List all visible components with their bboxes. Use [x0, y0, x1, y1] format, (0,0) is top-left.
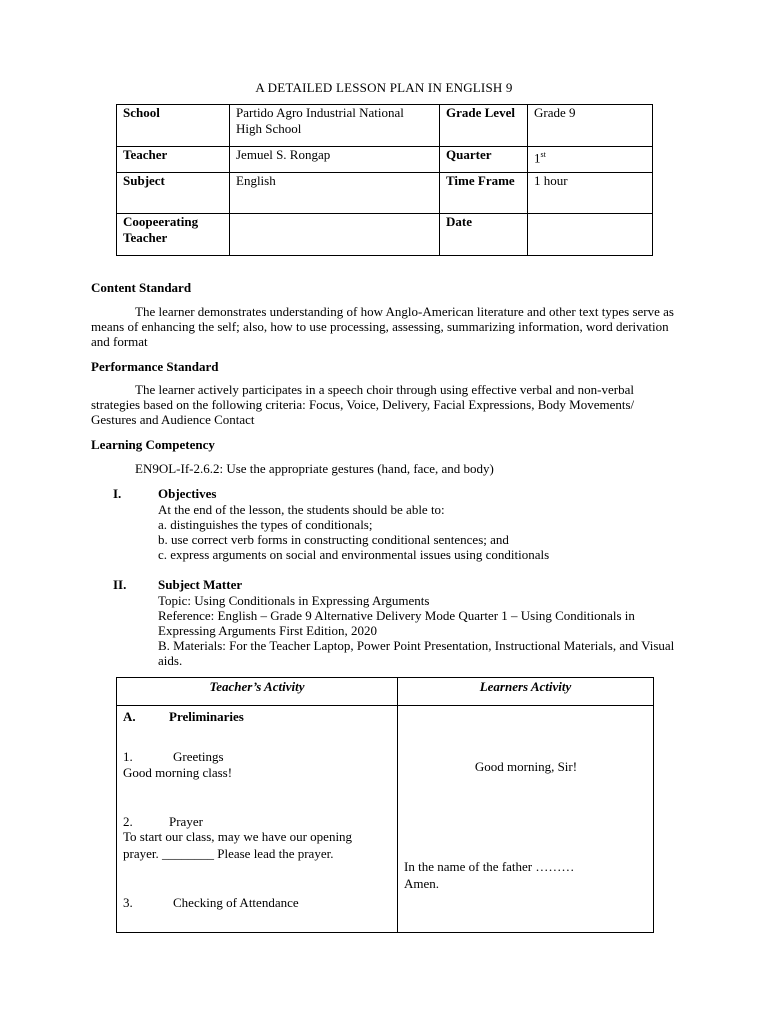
learner-prayer-line-1: In the name of the father ………	[404, 859, 575, 874]
preliminaries-title: Preliminaries	[169, 709, 244, 724]
subject-label: Subject	[117, 173, 230, 214]
learner-prayer-line-2: Amen.	[404, 876, 440, 891]
greetings-title: Greetings	[173, 749, 224, 764]
lesson-info-table	[116, 104, 653, 256]
objective-item: a. distinguishes the types of conditionals;	[158, 517, 373, 532]
attendance-title: Checking of Attendance	[173, 895, 299, 910]
attendance-number: 3.	[123, 895, 133, 910]
subject-value: English	[230, 173, 440, 214]
subject-matter-reference: Reference: English – Grade 9 Alternative Delivery Mode Quarter 1 – Using Conditionals in Expressing Arguments First Edition, 2020	[158, 608, 635, 638]
objectives-list	[158, 502, 678, 562]
content-standard-heading: Content Standard	[91, 280, 192, 295]
school-value: Partido Agro Industrial National High School	[230, 105, 440, 147]
teacher-value: Jemuel S. Rongap	[230, 147, 440, 173]
performance-standard-text: The learner actively participates in a speech choir through using effective verbal and non-verbal strategies based on the following criteria: Focus, Voice, Delivery, Facial Expressions, Body Movements/ Gestures and Audience Contact	[91, 382, 635, 427]
grade-value: Grade 9	[528, 105, 653, 147]
performance-standard-heading: Performance Standard	[91, 359, 219, 374]
objective-item: b. use correct verb forms in constructing conditional sentences; and	[158, 532, 509, 547]
subject-matter-numeral: II.	[113, 577, 127, 592]
objective-item: c. express arguments on social and environmental issues using conditionals	[158, 547, 550, 562]
school-label: School	[117, 105, 230, 147]
document-title: A DETAILED LESSON PLAN IN ENGLISH 9	[255, 80, 513, 95]
quarter-label: Quarter	[440, 147, 528, 173]
preliminaries-letter: A.	[123, 709, 136, 724]
time-frame-value: 1 hour	[528, 173, 653, 214]
learner-activity-header: Learners Activity	[398, 678, 654, 706]
greetings-line: Good morning class!	[123, 765, 233, 780]
objectives-intro: At the end of the lesson, the students should be able to:	[158, 502, 445, 517]
quarter-value	[528, 147, 653, 173]
objectives-numeral: I.	[113, 486, 122, 501]
greetings-number: 1.	[123, 749, 133, 764]
teacher-activity-cell	[117, 706, 398, 933]
learner-activity-cell	[398, 706, 654, 933]
prayer-line-2: prayer. ________ Please lead the prayer.	[123, 846, 334, 861]
subject-matter-heading: Subject Matter	[158, 577, 243, 592]
date-value	[528, 214, 653, 256]
cooperating-teacher-label: Coopeerating Teacher	[117, 214, 230, 256]
grade-label: Grade Level	[440, 105, 528, 147]
teacher-label: Teacher	[117, 147, 230, 173]
subject-matter-topic: Topic: Using Conditionals in Expressing Arguments	[158, 593, 430, 608]
objectives-heading: Objectives	[158, 486, 217, 501]
teacher-activity-header: Teacher’s Activity	[117, 678, 398, 706]
subject-matter-materials: B. Materials: For the Teacher Laptop, Power Point Presentation, Instructional Materials, and Visual aids.	[158, 638, 675, 668]
quarter-number: 1	[534, 150, 541, 166]
activity-table	[116, 677, 654, 933]
quarter-suffix: st	[540, 150, 546, 159]
content-standard-text: The learner demonstrates understanding of how Anglo-American literature and other text types serve as means of enhancing the self; also, how to use processing, assessing, summarizing information, word derivation and format	[91, 304, 674, 349]
learner-greeting-response: Good morning, Sir!	[474, 759, 578, 774]
prayer-title: Prayer	[169, 814, 203, 829]
prayer-number: 2.	[123, 814, 133, 829]
learning-competency-heading: Learning Competency	[91, 437, 215, 452]
subject-matter-details	[158, 593, 678, 668]
prayer-line-1: To start our class, may we have our opening	[123, 829, 353, 844]
time-frame-label: Time Frame	[440, 173, 528, 214]
learning-competency-text: EN9OL-If-2.6.2: Use the appropriate gestures (hand, face, and body)	[135, 461, 494, 476]
cooperating-teacher-value	[230, 214, 440, 256]
date-label: Date	[440, 214, 528, 256]
